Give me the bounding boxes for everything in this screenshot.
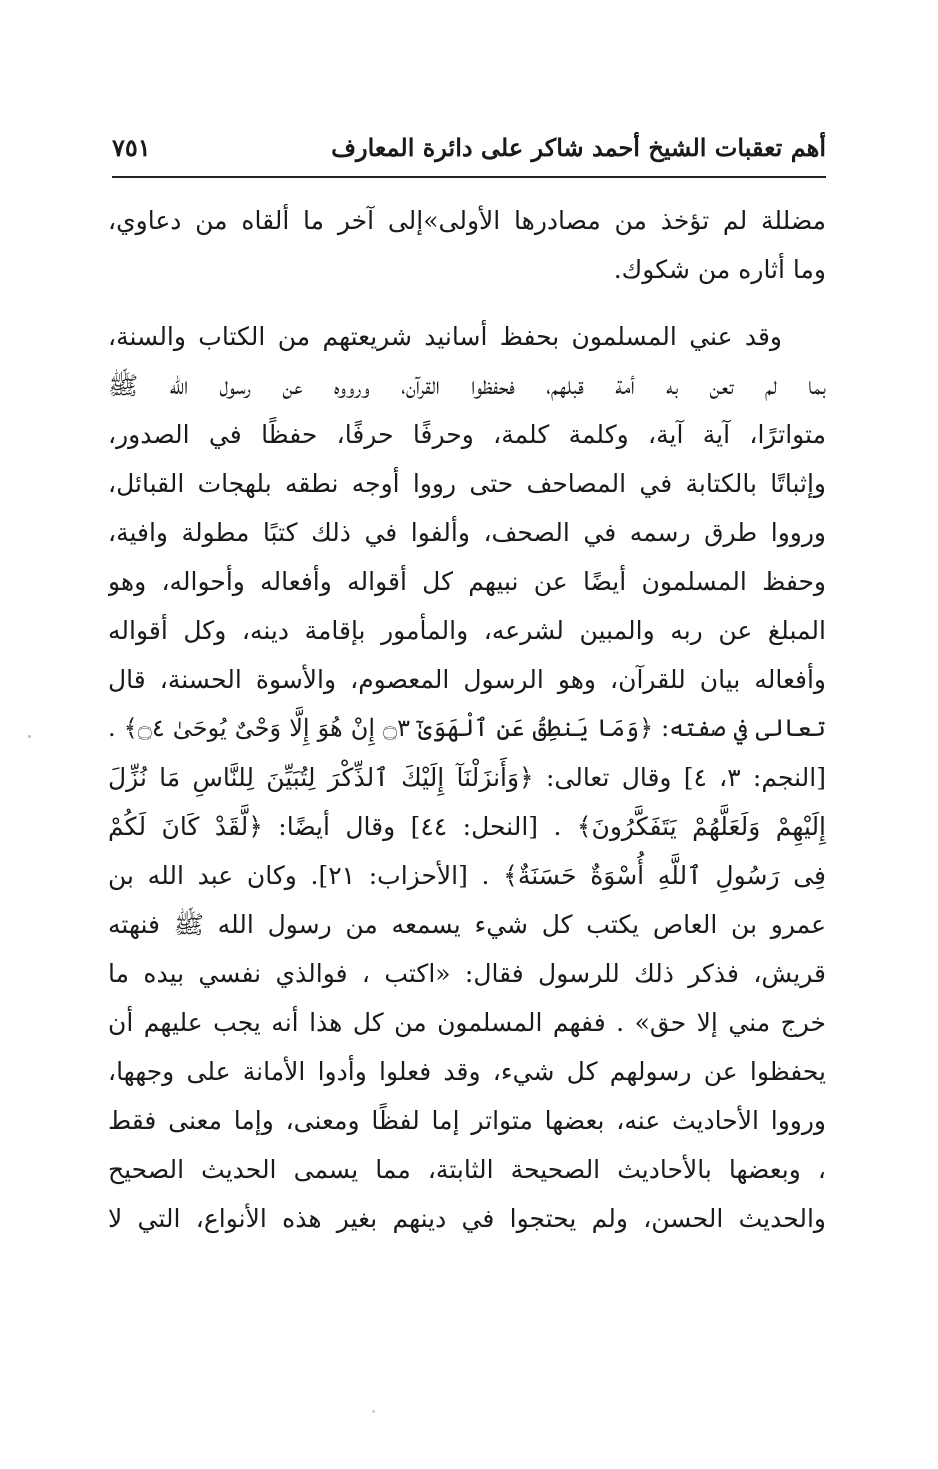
- text-line: بما لم تعن به أمة قبلهم، فحفظوا القرآن، ورووه عن رسول الله ﷺ: [108, 371, 826, 400]
- text-line: يحفظوا عن رسولهم كل شيء، وقد فعلوا وأدوا الأمانة على وجهها،: [108, 1057, 826, 1086]
- text-line-quran-verse: إِلَيْهِمْ وَلَعَلَّهُمْ يَتَفَكَّرُونَ﴾ . [النحل: ٤٤] وقال أيضًا: ﴿لَّقَدْ كَانَ لَكُمْ: [108, 812, 826, 841]
- text-line: ، وبعضها بالأحاديث الصحيحة الثابتة، مما يسمى الحديث الصحيح: [108, 1155, 826, 1184]
- text-line-quran-verse: فِى رَسُولِ ٱللَّهِ أُسْوَةٌ حَسَنَةٌ﴾ . [الأحزاب: ٢١]. وكان عبد الله بن: [108, 861, 826, 890]
- paragraph-1: [108, 196, 826, 294]
- page-header: [112, 128, 826, 168]
- text-line: وحفظ المسلمون أيضًا عن نبيهم كل أقواله وأفعاله وأحواله، وهو: [108, 567, 826, 596]
- body-text: [108, 196, 826, 1243]
- text-line: خرج مني إلا حق» . ففهم المسلمون من كل هذا أنه يجب عليهم أن: [108, 1008, 826, 1037]
- text-line: متواترًا، آية آية، وكلمة كلمة، وحرفًا حرفًا، حفظًا في الصدور،: [108, 420, 826, 449]
- scan-speck: [372, 1410, 375, 1413]
- page-number: ٧٥١: [112, 133, 151, 162]
- text-line: وإثباتًا بالكتابة في المصاحف حتى رووا أوجه نطقه بلهجات القبائل،: [108, 469, 826, 498]
- text-line-quran-verse: تعالى في صفته: ﴿وَمَا يَنطِقُ عَنِ ٱلْهَوَىٰٓ ۝٣ إِنْ هُوَ إِلَّا وَحْىٌ يُوحَىٰ ۝٤﴾ .: [108, 714, 826, 742]
- text-line-quran-verse: [النجم: ٣، ٤] وقال تعالى: ﴿وَأَنزَلْنَآ إِلَيْكَ ٱلذِّكْرَ لِتُبَيِّنَ لِلنَّاسِ مَا نُزِّلَ: [108, 763, 826, 792]
- text-line: ورووا طرق رسمه في الصحف، وألفوا في ذلك كتبًا مطولة وافية،: [108, 518, 826, 547]
- paragraph-gap: [108, 294, 826, 312]
- text-line: ورووا الأحاديث عنه، بعضها متواتر إما لفظًا ومعنى، وإما معنى فقط: [108, 1106, 826, 1135]
- scan-speck: [28, 735, 31, 738]
- text-line: والحديث الحسن، ولم يحتجوا في دينهم بغير هذه الأنواع، التي لا: [108, 1204, 826, 1233]
- text-line: وقد عني المسلمون بحفظ أسانيد شريعتهم من الكتاب والسنة،: [108, 322, 782, 351]
- paragraph-2: [108, 312, 826, 1243]
- text-line: المبلغ عن ربه والمبين لشرعه، والمأمور بإقامة دينه، وكل أقواله: [108, 616, 826, 645]
- text-line: وأفعاله بيان للقرآن، وهو الرسول المعصوم، والأسوة الحسنة، قال: [108, 665, 826, 694]
- text-line: عمرو بن العاص يكتب كل شيء يسمعه من رسول الله ﷺ فنهته: [108, 910, 826, 939]
- text-line: مضللة لم تؤخذ من مصادرها الأولى»إلى آخر ما ألقاه من دعاوي،: [108, 206, 826, 235]
- text-line: وما أثاره من شكوك.: [613, 255, 826, 284]
- running-title: أهم تعقبات الشيخ أحمد شاكر على دائرة المعارف: [331, 133, 826, 162]
- header-divider: [112, 176, 826, 178]
- text-line: قريش، فذكر ذلك للرسول فقال: «اكتب ، فوالذي نفسي بيده ما: [108, 959, 826, 988]
